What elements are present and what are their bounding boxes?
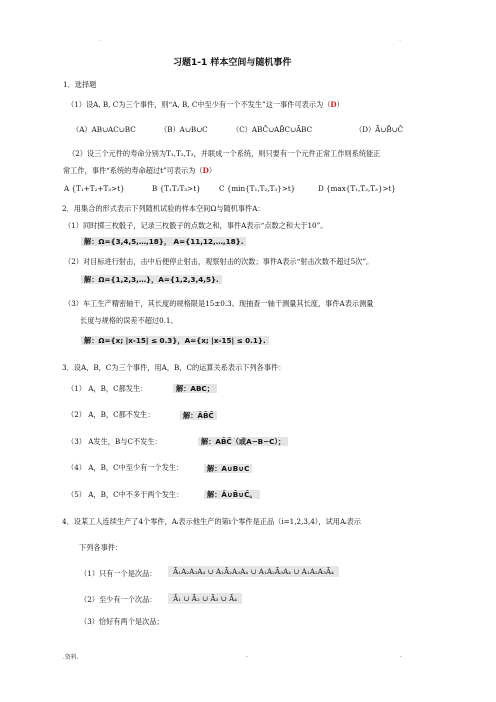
s1-q1-answer: D	[330, 100, 337, 109]
s2-q2-answer: 解：Ω={1,2,3,…}，A={1,2,3,4,5}.	[81, 275, 222, 284]
s1-q2-line2	[63, 167, 216, 174]
s1-q2-close: ）	[208, 166, 217, 175]
s3-item-5-label: （5） A，B，C中不多于两个发生：	[67, 490, 184, 499]
s1-q1-option-b: （B）A∪B∪C	[160, 125, 208, 134]
s1-q2-option-a: A {T₁+T₂+T₃>t}	[64, 184, 125, 193]
s3-item-1-answer: 解：ABC；	[173, 384, 217, 393]
s1-q1-option-a: （A）AB∪AC∪BC	[72, 125, 136, 134]
s1-q2-option-b: B {T₁T₂T₃>t}	[152, 184, 201, 193]
s3-item-4-answer: 解：A∪B∪C	[204, 464, 252, 473]
header-right-dots: ..	[398, 37, 402, 43]
s4-q2-text: （2）至少有一个次品：	[80, 595, 157, 604]
s1-q2-answer: D	[202, 166, 209, 175]
s3-item-3-label: （3） A发生，B与C不发生：	[67, 437, 162, 446]
section-3-heading: 3．设A，B，C为三个事件，用A，B，C的运算关系表示下列各事件：	[62, 363, 286, 372]
s1-q2-line1: （2）设三个元件的寿命分别为T₁,T₂,T₃，并联成一个系统，则只要有一个元件正常工作则系统能正	[68, 149, 381, 158]
s1-q2-stem: 常工作，事件“系统的寿命超过t”可表示为（	[63, 166, 203, 175]
s2-q1-text: （1）同时掷三枚骰子，记录三枚骰子的点数之和，事件A表示“点数之和大于10”。	[64, 221, 328, 230]
s3-item-5-answer: 解：Ā∪B̄∪C̄。	[204, 490, 260, 499]
section-1-heading: 1．选择题	[63, 80, 97, 89]
s3-item-1-label: （1） A，B，C都发生：	[67, 384, 148, 393]
s1-q1-stem: （1）设A, B, C为三个事件，则“A, B, C中至少有一个不发生”这一事件可表示为（	[67, 100, 331, 109]
section-2-heading: 2．用集合的形式表示下列随机试验的样本空间Ω与随机事件A：	[62, 204, 265, 213]
s4-q3-text: （3）恰好有两个是次品；	[80, 617, 164, 626]
footer-middle: .	[246, 652, 248, 659]
s4-q1-answer: Ā₁A₂A₃A₄ ∪ A₁Ā₂A₃A₄ ∪ A₁A₂Ā₃A₄ ∪ A₁A₂A₃Ā₄	[168, 566, 339, 577]
s2-q3-answer: 解：Ω={x; |x-15| ≤ 0.3}，A={x; |x-15| ≤ 0.1}.	[81, 336, 269, 345]
s1-q2-option-d: D {max{T₁,T₂,T₃}>t}	[318, 184, 396, 193]
s2-q2-text: （2）对目标进行射击，击中后便停止射击，观察射击的次数；事件A表示“射击次数不超过5次”。	[64, 257, 374, 266]
s1-q1-option-c: （C）ABC̄∪AB̄C∪ĀBC	[232, 125, 313, 134]
s3-item-2-label: （2） A，B，C都不发生：	[67, 410, 155, 419]
header-left-dots: ..	[98, 37, 102, 43]
s2-q1-answer: 解：Ω={3,4,5,…,18}， A={11,12,…,18}.	[81, 237, 246, 246]
s1-q2-option-c: C {min{T₁,T₂,T₃}>t}	[219, 184, 296, 193]
s3-item-4-label: （4） A，B，C中至少有一个发生：	[67, 463, 184, 472]
s3-item-2-answer: 解：ĀB̄C̄	[180, 411, 217, 420]
s2-q3-line2: 长度与规格的误差不超过0.1。	[80, 316, 178, 325]
s4-q1-text: （1）只有一个是次品：	[80, 569, 157, 578]
section-4-heading-line1: 4．设某工人连续生产了4个零件，Aᵢ表示他生产的第i个零件是正品（i=1,2,3,4），试用Aᵢ表示	[62, 517, 361, 526]
s4-q2-answer: Ā₁ ∪ Ā₂ ∪ Ā₃ ∪ Ā₄	[168, 593, 242, 604]
section-4-heading-line2: 下列各事件：	[79, 543, 123, 552]
footer-left: .资料.	[63, 654, 79, 661]
s3-item-3-answer: 解：AB̄C̄（或A−B−C）；	[198, 437, 288, 446]
s2-q3-line1: （3）车工生产精密轴干，其长度的规格限是15±0.3。现抽查一轴干测量其长度，事件A表示测量	[64, 299, 374, 308]
s1-q1-option-d: （D）Ā∪B̄∪C̄	[355, 125, 404, 134]
footer-right: .	[400, 652, 402, 659]
s1-q1-text	[67, 101, 344, 108]
page-title: 习题1-1 样本空间与随机事件	[173, 58, 292, 68]
s1-q1-close: ）	[336, 100, 344, 109]
